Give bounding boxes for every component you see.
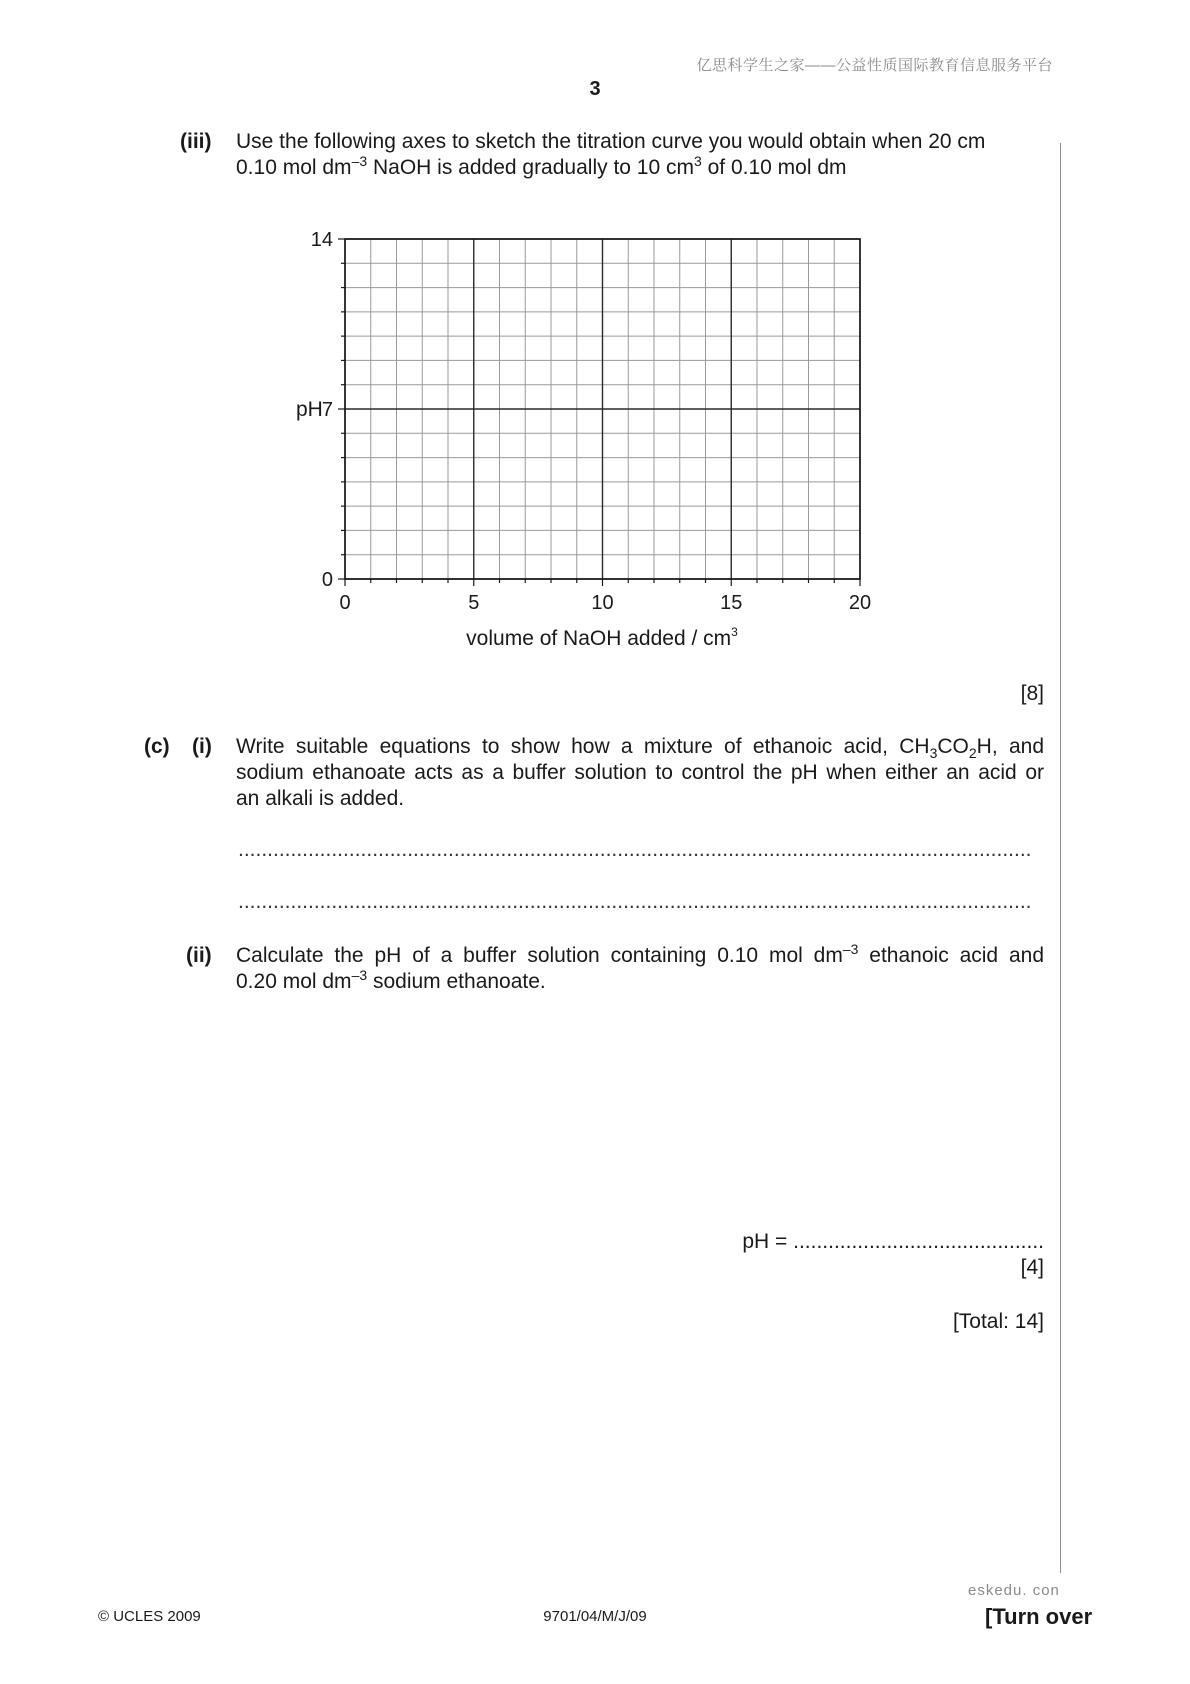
x-tick-label: 20: [848, 592, 872, 614]
page-number: 3: [589, 78, 601, 100]
turn-over: [Turn over: [985, 1604, 1093, 1629]
question-c-ii-line2: 0.20 mol $dm^{-3}$ sodium ethanoate.: [236, 967, 546, 993]
mark-4: [4]: [1020, 1256, 1044, 1279]
answer-line-1[interactable]: ........................................................................................................................................: [238, 838, 1032, 861]
y-tick-label: 14: [310, 229, 333, 251]
mark-8: [8]: [1020, 682, 1044, 705]
question-iii-line2: 0.10 mol $dm^{-3}$ NaOH is added gradually to 10 $cm^3$ of 0.10 mol dm: [236, 153, 847, 179]
question-c-ii-text: [236, 943, 1044, 995]
x-tick-label: 15: [720, 592, 743, 614]
question-c-i-line2: sodium ethanoate acts as a buffer solution to control the pH when either an acid or: [236, 761, 1044, 784]
y-tick-label: 0: [321, 569, 333, 591]
question-iii-line1: Use the following axes to sketch the titration curve you would obtain when 20 cm: [236, 130, 986, 153]
answer-line-2[interactable]: ........................................................................................................................................: [238, 890, 1032, 913]
titration-graph[interactable]: [250, 215, 900, 655]
ph-answer-dots[interactable]: ...........................................: [793, 1230, 1044, 1253]
x-tick-label: 0: [339, 592, 351, 614]
x-tick-label: 5: [468, 592, 480, 614]
y-axis-label: pH: [296, 398, 323, 421]
question-label-c-i: (i): [192, 735, 212, 758]
x-tick-labels: [339, 592, 871, 614]
question-c-i-text: [236, 734, 1044, 812]
x-axis-label: volume of NaOH added / $cm^3$: [466, 625, 738, 650]
y-tick-label: 7: [321, 399, 333, 421]
copyright: © UCLES 2009: [98, 1608, 201, 1625]
graph-ticks: [338, 239, 860, 586]
x-tick-label: 10: [591, 592, 614, 614]
eskedu-watermark: eskedu. con: [968, 1582, 1060, 1599]
question-label-c-ii: (ii): [186, 944, 212, 967]
question-iii-text: [236, 129, 1036, 181]
paper-code: 9701/04/M/J/09: [543, 1608, 647, 1625]
question-label-iii: (iii): [180, 130, 212, 153]
watermark-text: 亿思科学生之家——公益性质国际教育信息服务平台: [696, 57, 1053, 74]
ph-answer-line[interactable]: [600, 1229, 1044, 1255]
question-c-i-line3: an alkali is added.: [236, 787, 405, 810]
margin-line: [1060, 143, 1061, 1573]
question-c-i-line1: Write suitable equations to show how a mixture of ethanoic acid, $CH_3CO_2H$, and: [236, 735, 1045, 762]
ph-prefix: pH =: [742, 1230, 794, 1253]
question-c-ii-line1: Calculate the pH of a buffer solution containing 0.10 mol $dm^{-3}$ ethanoic acid and: [236, 941, 1044, 967]
question-label-c: (c): [144, 735, 170, 758]
total-marks: [Total: 14]: [952, 1310, 1044, 1333]
